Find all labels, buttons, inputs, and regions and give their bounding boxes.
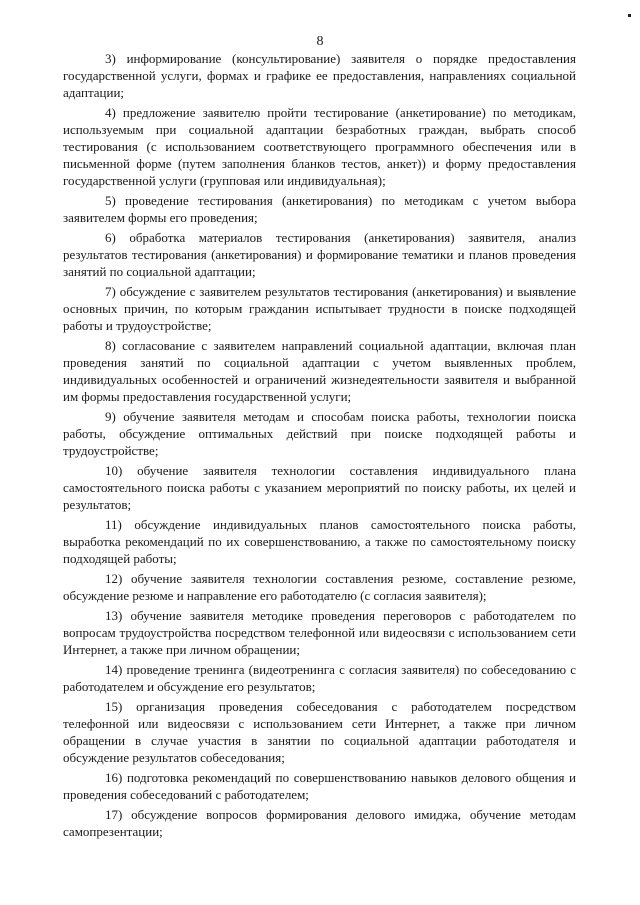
paragraph-item-8: 8) согласование с заявителем направлений социальной адаптации, включая план проведения занятий по социальной адаптации с учетом выявленных проблем, индивидуальных особенностей и ограничений жизнедеятельности заявителя и выбранной им формы предоставления государственной услуги; (63, 338, 576, 404)
paragraph-item-10: 10) обучение заявителя технологии составления индивидуального плана самостоятельного поиска работы с указанием мероприятий по поиску работы, их целей и результатов; (63, 463, 576, 512)
paragraph-item-14: 14) проведение тренинга (видеотренинга с согласия заявителя) по собеседованию с работодателем и обсуждение его результатов; (63, 662, 576, 694)
paragraph-item-9: 9) обучение заявителя методам и способам поиска работы, технологии поиска работы, обсуждение оптимальных действий при поиске подходящей работы и трудоустройстве; (63, 409, 576, 458)
paragraph-item-13: 13) обучение заявителя методике проведения переговоров с работодателем по вопросам трудоустройства посредством телефонной или видеосвязи с использованием сети Интернет, а также при личном обращении; (63, 608, 576, 657)
paragraph-item-5: 5) проведение тестирования (анкетирования) по методикам с учетом выбора заявителем формы его проведения; (63, 193, 576, 225)
paragraph-item-7: 7) обсуждение с заявителем результатов тестирования (анкетирования) и выявление основных причин, по которым гражданин испытывает трудности в поиске подходящей работы и трудоустройстве; (63, 284, 576, 333)
paragraph-item-12: 12) обучение заявителя технологии составления резюме, составление резюме, обсуждение резюме и направление его работодателю (с согласия заявителя); (63, 571, 576, 603)
paragraph-item-3: 3) информирование (консультирование) заявителя о порядке предоставления государственной услуги, формах и графике ее предоставления, направлениях социальной адаптации; (63, 51, 576, 100)
paragraph-item-11: 11) обсуждение индивидуальных планов самостоятельного поиска работы, выработка рекомендаций по их совершенствованию, а также по самостоятельному поиску подходящей работы; (63, 517, 576, 566)
document-body (63, 50, 576, 843)
paragraph-item-16: 16) подготовка рекомендаций по совершенствованию навыков делового общения и проведения собеседований с работодателем; (63, 770, 576, 802)
paragraph-item-4: 4) предложение заявителю пройти тестирование (анкетирование) по методикам, используемым при социальной адаптации безработных граждан, выбрать способ тестирования (с использованием соответствующего программного обеспечения или в письменной форме (путем заполнения бланков тестов, анкет)) и форму предоставления государственной услуги (групповая или индивидуальная); (63, 105, 576, 188)
paragraph-item-17: 17) обсуждение вопросов формирования делового имиджа, обучение методам самопрезентации; (63, 807, 576, 839)
page-number: 8 (316, 34, 324, 49)
paragraph-item-6: 6) обработка материалов тестирования (анкетирования) заявителя, анализ результатов тестирования (анкетирования) и формирование тематики и планов проведения занятий по социальной адаптации; (63, 230, 576, 279)
paragraph-item-15: 15) организация проведения собеседования с работодателем посредством телефонной или видеосвязи с использованием сети Интернет, а также при личном обращении в случае участия в занятии по социальной адаптации работодателя и обсуждение результатов собеседования; (63, 699, 576, 765)
scan-dot (628, 14, 631, 17)
